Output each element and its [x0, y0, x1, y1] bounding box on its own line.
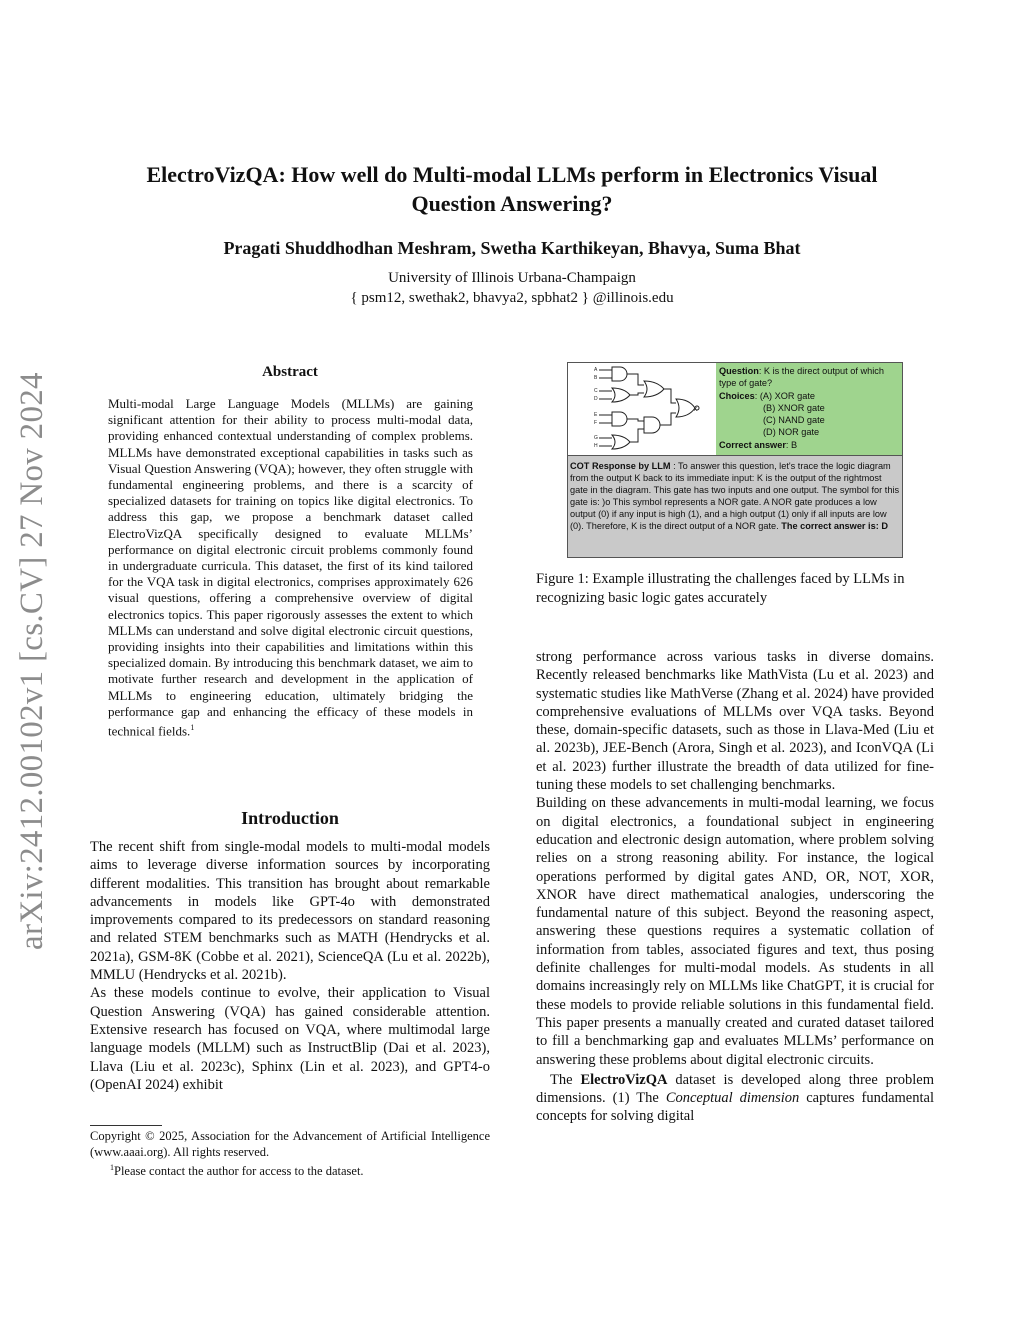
footnote-1 — [90, 1160, 490, 1180]
choice-b: (B) XNOR gate — [763, 402, 825, 413]
input-label-d: D — [594, 396, 598, 402]
paper-title — [100, 160, 924, 218]
answer-line — [719, 439, 899, 451]
title-line-1: ElectroVizQA: How well do Multi-modal LLMs perform in Electronics Visual — [146, 162, 878, 187]
answer-text: : B — [785, 439, 798, 450]
choice-a: : (A) XOR gate — [754, 390, 815, 401]
question-label: Question — [719, 366, 759, 376]
and-gate-1 — [612, 367, 627, 381]
abstract-text: Multi-modal Large Language Models (MLLMs) are gaining significant attention for their ability to process multi-modal data, providing enhanced contextual understanding of complex problems. MLLMs have demonstrated exceptional capabilities in tasks such as Visual Question Answering (VQA); however, they often struggle with fundamental engineering problems, and there is a scarcity of specialized datasets for training on topics like digital electronics. To address this gap, we propose a benchmark dataset called ElectroVizQA specifically designed to evaluate MLLMs’ performance on digital electronic circuit problems commonly found in undergraduate curricula. This dataset, the first of its kind tailored for the VQA task in digital electronics, comprises approximately 626 visual questions, offering a comprehensive overview of digital electronics topics. This paper rigorously assesses the extent to which MLLMs can understand and solve digital electronic circuit questions, providing insights into their capabilities and limitations within this specialized domain. By introducing this benchmark dataset, we aim to motivate further research and development in the application of MLLMs to engineering education, ultimately bridging the performance gap and enhancing the efficacy of these models in technical fields. — [108, 396, 473, 739]
or-gate-5 — [644, 381, 664, 397]
arxiv-identifier: arXiv:2412.00102v1 [cs.CV] 27 Nov 2024 — [14, 372, 50, 950]
output-label-k: K — [694, 407, 698, 413]
and-gate-6 — [644, 417, 660, 433]
abstract-body — [108, 396, 473, 740]
intro-paragraph-2: As these models continue to evolve, their application to Visual Question Answering (VQA) has gained considerable attention. Extensive research has focused on VQA, where multimodal large language models (MLLM) such as InstructBlip (Dai et al. 2023), Llava (Liu et al. 2023c), Sphinx (Lin et al. 2023), and GPT4-o (OpenAI 2024) exhibit — [90, 985, 490, 1093]
choices-label: Choices — [719, 390, 755, 401]
footnote-ref: 1 — [190, 723, 195, 733]
input-label-e: E — [594, 412, 598, 418]
input-label-a: A — [594, 367, 598, 373]
logic-circuit-diagram — [568, 363, 716, 455]
cot-label: COT Response by LLM — [570, 461, 671, 471]
choice-d: (D) NOR gate — [763, 427, 820, 438]
or-gate-2 — [612, 388, 630, 402]
introduction-body — [90, 838, 490, 1094]
or-gate-4 — [612, 435, 630, 449]
and-gate-3 — [612, 412, 627, 426]
cot-text: : To answer this question, let's trace the logic diagram from the output K back to its immediate input: K is the output of the rightmost gate in the diagram. This gate has two inputs and one output. The symbol for this gate is: )o This symbol represents a NOR gate. A NOR gate produces a low output (0) if any input is high (1), and a high output (1) only if all inputs are low (0). Therefore, K is the direct output of a NOR gate. — [570, 461, 900, 531]
affiliation: University of Illinois Urbana-Champaign — [388, 270, 636, 286]
right-column-body — [536, 648, 934, 1126]
figure-1 — [567, 362, 903, 558]
choice-c: (C) NAND gate — [763, 415, 825, 426]
input-label-g: G — [594, 435, 598, 441]
input-label-h: H — [594, 443, 598, 449]
p3-tail: captures fundamental concepts for solving digital — [536, 1090, 934, 1125]
affiliation-block — [100, 268, 924, 308]
footnotes — [90, 1129, 490, 1180]
choice-a-line — [719, 390, 899, 402]
author-emails: { psm12, swethak2, bhavya2, spbhat2 } @illinois.edu — [350, 290, 674, 306]
input-label-f: F — [594, 420, 598, 426]
dataset-name: ElectroVizQA — [580, 1071, 668, 1088]
intro-paragraph-1: The recent shift from single-modal models to multi-modal models aims to leverage diverse information sources by incorporating different modalities. This transition has brought about remarkable advancements in models like GPT-4o with demonstrated improvements compared to its predecessors on standard reasoning and related STEM benchmarks such as MATH (Hendrycks et al. 2021a), GSM-8K (Cobbe et al. 2021), ScienceQA (Lu et al. 2022b), MMLU (Hendrycks et al. 2021b). — [90, 839, 490, 984]
footnote-mark: 1 — [110, 1163, 114, 1172]
p3-lead: The — [550, 1071, 581, 1088]
abstract-heading: Abstract — [262, 364, 318, 380]
title-line-2: Question Answering? — [411, 191, 613, 216]
introduction-heading: Introduction — [241, 808, 339, 828]
right-paragraph-1: strong performance across various tasks in diverse domains. Recently released benchmarks like MathVista (Lu et al. 2023) and systematic studies like MathVerse (Zhang et al. 2024) have provided comprehensive evaluations of MLLMs over VQA tasks. Beyond these, domain-specific datasets, such as those in Llava-Med (Liu et al. 2023b), JEE-Bench (Arora, Singh et al. 2023), and IconVQA (Li et al. 2023) further illustrate the breadth of data utilized for fine-tuning these models to set challenging benchmarks. — [536, 649, 934, 794]
right-paragraph-2: Building on these advancements in multi-modal learning, we focus on digital electronics, a foundational subject in engineering education and electronic design automation, where problem solving relies on a strong reasoning ability. For instance, the logical operations performed by digital gates AND, OR, NOT, XOR, XNOR have direct mathematical analogies, underscoring the fundamental nature of this subject. Beyond the reasoning aspect, answering these questions requires a systematic collation of information from tables, associated figures and text, thus posing definite challenges for multi-modal models. As students in all domains increasingly rely on MLLMs like ChatGPT, it is crucial for these models to provide reliable solutions in this fundamental field. This paper presents a manually created and curated dataset tailored to fill a benchmarking gap and evaluates MLLMs’ performance on answering these problems about digital electronic circuits. — [536, 795, 934, 1068]
figure-caption: Figure 1: Example illustrating the challenges faced by LLMs in recognizing basic logic gates accurately — [536, 571, 905, 606]
cot-final-answer: The correct answer is: D — [781, 520, 888, 531]
nor-gate-output — [676, 399, 695, 417]
footnote-divider — [90, 1125, 162, 1126]
conceptual-dimension: Conceptual dimension — [665, 1090, 800, 1107]
question-text: : K is the direct output of which type of gate? — [719, 366, 884, 389]
question-panel — [716, 363, 902, 455]
right-paragraph-3 — [536, 1071, 934, 1126]
copyright-notice: Copyright © 2025, Association for the Advancement of Artificial Intelligence (www.aaai.org). All rights reserved. — [90, 1129, 490, 1159]
input-label-b: B — [594, 375, 598, 381]
cot-response-panel — [568, 455, 902, 557]
author-list: Pragati Shuddhodhan Meshram, Swetha Karthikeyan, Bhavya, Suma Bhat — [223, 238, 801, 258]
p3-mid: dataset is developed along three problem dimensions. (1) The — [536, 1071, 935, 1107]
footnote-1-text: Please contact the author for access to the dataset. — [114, 1164, 364, 1179]
answer-label: Correct answer — [719, 439, 786, 450]
input-label-c: C — [594, 388, 598, 394]
question-line — [719, 365, 899, 390]
